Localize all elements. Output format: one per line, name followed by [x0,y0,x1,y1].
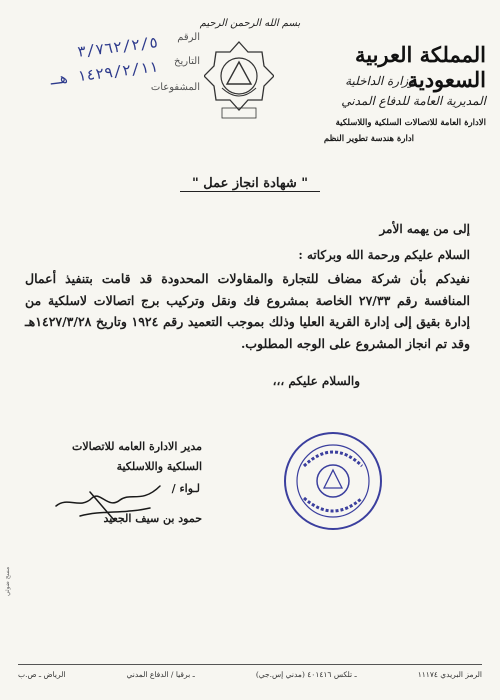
side-note: مسح ضوئي [4,566,11,596]
greeting: السلام عليكم ورحمة الله وبركاته : [298,248,470,262]
footer-telegram: ـ برقيا / الدفاع المدني [126,670,195,679]
reference-date-label: التاريخ [174,56,200,67]
signatory-name: حمود بن سيف الجعيد [103,512,202,525]
signatory-title-line1: مدير الادارة العامه للاتصالات [72,440,202,453]
reference-attachments-label: المشفوعات [150,82,200,93]
closing: والسلام عليكم ،،، [272,374,360,388]
reference-date-value: ١٤٢٩/٢/١١ هـ [48,57,159,89]
reference-block [10,30,200,110]
signatory-rank: لـواء / [171,482,200,495]
footer [18,670,482,688]
reference-number-label: الرقم [177,32,200,43]
body-paragraph: نفيدكم بأن شركة مضاف للتجارة والمقاولات المحدودة قد قامت بتنفيذ أعمال المنافسة رقم ٢٧/٣٣ الخاصة بمشروع فك ونقل وتركيب برج اتصالات لاسلكية من إدارة بقيق إلى إدارة القرية العليا وذلك بموجب التعميد رقم ١٩٢٤ وتاريخ ١٤٢٧/٣/٢٨هـ وقد تم انجاز المشروع على الوجه المطلوب. [25,271,471,351]
signatory-title-line2: السلكية واللاسلكية [116,460,202,473]
ministry-name: وزارة الداخلية [345,74,414,88]
official-stamp [282,430,384,532]
footer-telex: ـ تلكس ٤٠١٤١٦ (مدني إس.جي) [255,670,357,679]
salutation: إلى من يهمه الأمر [379,222,470,236]
footer-postal-code: الرمز البريدي ١١١٧٤ [417,670,482,679]
document-title: " شهادة انجاز عمل " [180,176,320,192]
civil-defense-emblem-icon [204,38,274,122]
reference-number-value: ٣/٧٦٢/٢/٥ [75,33,159,61]
handwritten-signature [50,470,170,530]
subdepartment-name: ادارة هندسة تطوير النظم [323,134,414,144]
directorate-name: المديرية العامة للدفاع المدني [341,94,486,108]
footer-city: الرياض ـ ص.ب [18,670,66,679]
footer-divider [18,664,482,665]
bismillah: بسم الله الرحمن الرحيم [199,18,301,29]
department-name: الادارة العامة للاتصالات السلكية واللاسلكية [335,118,486,128]
kingdom-title: المملكة العربية السعودية [354,42,486,92]
